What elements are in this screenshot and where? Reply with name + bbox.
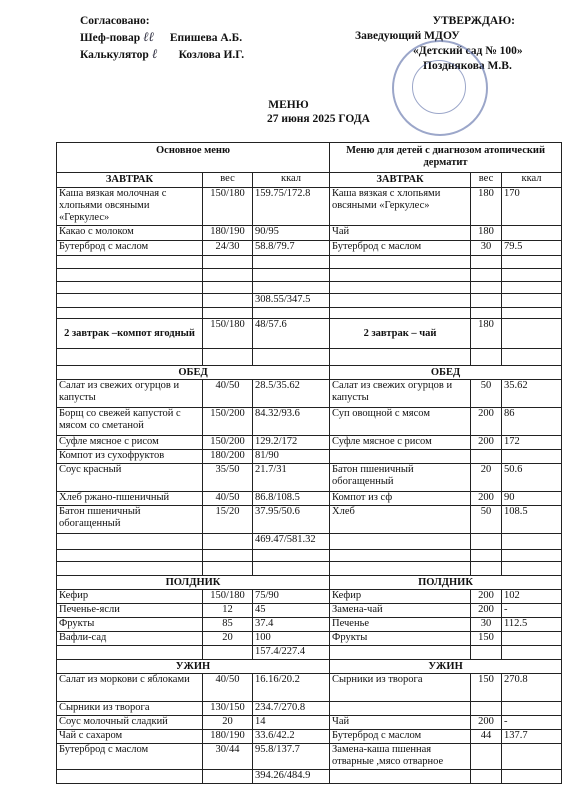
l-kcal-cell: 81/90 xyxy=(253,450,330,464)
r-weight-cell: 44 xyxy=(471,730,502,744)
approver-role: Заведующий МДОУ xyxy=(355,30,460,42)
r-kcal-cell xyxy=(502,308,562,319)
r-dish-cell xyxy=(330,550,471,562)
l-weight-cell: 35/50 xyxy=(203,464,253,492)
l-dish-cell: ОБЕД xyxy=(57,366,330,380)
r-kcal-cell xyxy=(502,226,562,241)
r-weight-cell xyxy=(471,770,502,784)
l-weight-cell: 12 xyxy=(203,604,253,618)
r-weight-cell: 50 xyxy=(471,380,502,408)
l-dish-cell: УЖИН xyxy=(57,660,330,674)
l-weight-cell: 30/44 xyxy=(203,744,253,770)
r-kcal-cell xyxy=(502,702,562,716)
menu-row xyxy=(57,294,562,308)
r-weight-cell: 200 xyxy=(471,604,502,618)
r-dish-cell: Печенье xyxy=(330,618,471,632)
r-weight-cell xyxy=(471,646,502,660)
r-kcal-cell xyxy=(502,770,562,784)
l-kcal-cell xyxy=(253,550,330,562)
alt-menu-title: Меню для детей с диагнозом атопический дерматит xyxy=(330,143,562,173)
r-dish-cell: ЗАВТРАК xyxy=(330,173,471,188)
l-dish-cell: Кефир xyxy=(57,590,203,604)
l-kcal-cell: 37.4 xyxy=(253,618,330,632)
r-kcal-cell xyxy=(502,562,562,576)
r-weight-cell: 200 xyxy=(471,436,502,450)
l-kcal-cell xyxy=(253,562,330,576)
l-kcal-cell: 469.47/581.32 xyxy=(253,534,330,550)
calc-line xyxy=(80,46,244,63)
r-weight-cell: 50 xyxy=(471,506,502,534)
l-kcal-cell: ккал xyxy=(253,173,330,188)
r-weight-cell xyxy=(471,550,502,562)
r-kcal-cell xyxy=(502,319,562,349)
r-weight-cell: 200 xyxy=(471,590,502,604)
l-dish-cell: ПОЛДНИК xyxy=(57,576,330,590)
l-dish-cell: Вафли-сад xyxy=(57,632,203,646)
r-kcal-cell: 270.8 xyxy=(502,674,562,702)
menu-row xyxy=(57,744,562,770)
r-kcal-cell: ккал xyxy=(502,173,562,188)
menu-row xyxy=(57,380,562,408)
menu-row xyxy=(57,492,562,506)
r-dish-cell: Фрукты xyxy=(330,632,471,646)
menu-row xyxy=(57,366,562,380)
l-dish-cell xyxy=(57,534,203,550)
chef-signature-icon: ℓℓ xyxy=(142,29,154,44)
r-dish-cell: Кефир xyxy=(330,590,471,604)
l-weight-cell: вес xyxy=(203,173,253,188)
r-weight-cell: 200 xyxy=(471,408,502,436)
l-dish-cell: Сырники из творога xyxy=(57,702,203,716)
r-weight-cell xyxy=(471,282,502,294)
l-weight-cell: 20 xyxy=(203,632,253,646)
l-dish-cell: ЗАВТРАК xyxy=(57,173,203,188)
l-kcal-cell: 100 xyxy=(253,632,330,646)
l-dish-cell: Батон пшеничный обогащенный xyxy=(57,506,203,534)
menu-row xyxy=(57,436,562,450)
l-dish-cell xyxy=(57,770,203,784)
menu-row xyxy=(57,632,562,646)
l-weight-cell: 180/190 xyxy=(203,730,253,744)
menu-title-block xyxy=(0,98,577,126)
r-kcal-cell xyxy=(502,269,562,282)
l-weight-cell: 15/20 xyxy=(203,506,253,534)
l-dish-cell: Суфле мясное с рисом xyxy=(57,436,203,450)
r-weight-cell: 30 xyxy=(471,618,502,632)
l-weight-cell: 150/180 xyxy=(203,590,253,604)
menu-row xyxy=(57,450,562,464)
l-dish-cell: Бутерброд с маслом xyxy=(57,241,203,256)
l-kcal-cell: 95.8/137.7 xyxy=(253,744,330,770)
l-kcal-cell: 16.16/20.2 xyxy=(253,674,330,702)
menu-row xyxy=(57,408,562,436)
r-kcal-cell: - xyxy=(502,716,562,730)
agreement-block xyxy=(80,14,244,63)
r-kcal-cell xyxy=(502,550,562,562)
menu-row xyxy=(57,674,562,702)
r-dish-cell: 2 завтрак – чай xyxy=(330,319,471,349)
menu-row xyxy=(57,506,562,534)
r-dish-cell: Бутерброд с маслом xyxy=(330,241,471,256)
l-kcal-cell: 129.2/172 xyxy=(253,436,330,450)
r-dish-cell xyxy=(330,256,471,269)
menu-row xyxy=(57,660,562,674)
agreed-title: Согласовано: xyxy=(80,15,150,27)
calc-name: Козлова И.Г. xyxy=(178,49,245,61)
l-dish-cell xyxy=(57,550,203,562)
r-kcal-cell: 102 xyxy=(502,590,562,604)
l-dish-cell: 2 завтрак –компот ягодный xyxy=(57,319,203,349)
l-weight-cell: 85 xyxy=(203,618,253,632)
r-kcal-cell xyxy=(502,349,562,366)
r-weight-cell xyxy=(471,702,502,716)
r-dish-cell: Сырники из творога xyxy=(330,674,471,702)
menu-row xyxy=(57,576,562,590)
chef-label: Шеф-повар xyxy=(80,32,141,44)
l-weight-cell: 40/50 xyxy=(203,380,253,408)
r-dish-cell xyxy=(330,282,471,294)
r-kcal-cell xyxy=(502,282,562,294)
r-weight-cell xyxy=(471,534,502,550)
l-weight-cell xyxy=(203,770,253,784)
l-weight-cell: 150/200 xyxy=(203,436,253,450)
l-dish-cell: Компот из сухофруктов xyxy=(57,450,203,464)
l-kcal-cell xyxy=(253,308,330,319)
l-kcal-cell: 58.8/79.7 xyxy=(253,241,330,256)
l-dish-cell: Соус красный xyxy=(57,464,203,492)
menu-title: МЕНЮ xyxy=(268,99,309,111)
main-menu-title: Основное меню xyxy=(57,143,330,173)
r-weight-cell: 180 xyxy=(471,319,502,349)
l-kcal-cell: 86.8/108.5 xyxy=(253,492,330,506)
l-weight-cell xyxy=(203,269,253,282)
l-weight-cell xyxy=(203,550,253,562)
l-dish-cell xyxy=(57,562,203,576)
calc-signature-icon: ℓ xyxy=(151,46,158,61)
r-kcal-cell xyxy=(502,632,562,646)
menu-row xyxy=(57,550,562,562)
menu-row xyxy=(57,173,562,188)
r-kcal-cell xyxy=(502,646,562,660)
r-kcal-cell: - xyxy=(502,604,562,618)
l-dish-cell: Фрукты xyxy=(57,618,203,632)
r-dish-cell xyxy=(330,269,471,282)
menu-row xyxy=(57,188,562,226)
l-dish-cell: Хлеб ржано-пшеничный xyxy=(57,492,203,506)
r-weight-cell xyxy=(471,450,502,464)
l-weight-cell xyxy=(203,534,253,550)
l-kcal-cell: 48/57.6 xyxy=(253,319,330,349)
r-dish-cell: ОБЕД xyxy=(330,366,562,380)
menu-row xyxy=(57,226,562,241)
l-weight-cell xyxy=(203,646,253,660)
l-dish-cell: Чай с сахаром xyxy=(57,730,203,744)
l-kcal-cell: 37.95/50.6 xyxy=(253,506,330,534)
r-dish-cell xyxy=(330,294,471,308)
r-weight-cell: вес xyxy=(471,173,502,188)
chef-line xyxy=(80,29,244,46)
approver-org: «Детский сад № 100» xyxy=(413,45,523,57)
l-kcal-cell: 394.26/484.9 xyxy=(253,770,330,784)
approve-title: УТВЕРЖДАЮ: xyxy=(432,15,515,27)
r-kcal-cell xyxy=(502,534,562,550)
r-kcal-cell: 90 xyxy=(502,492,562,506)
l-weight-cell xyxy=(203,562,253,576)
r-dish-cell xyxy=(330,349,471,366)
r-weight-cell: 150 xyxy=(471,674,502,702)
menu-row xyxy=(57,319,562,349)
l-weight-cell xyxy=(203,294,253,308)
r-dish-cell xyxy=(330,702,471,716)
l-weight-cell: 180/200 xyxy=(203,450,253,464)
r-kcal-cell: 170 xyxy=(502,188,562,226)
menu-table xyxy=(56,142,562,784)
l-kcal-cell: 14 xyxy=(253,716,330,730)
l-kcal-cell: 33.6/42.2 xyxy=(253,730,330,744)
l-dish-cell: Салат из моркови с яблоками xyxy=(57,674,203,702)
l-weight-cell: 150/180 xyxy=(203,188,253,226)
menu-row xyxy=(57,349,562,366)
l-dish-cell: Салат из свежих огурцов и капусты xyxy=(57,380,203,408)
menu-row xyxy=(57,282,562,294)
l-dish-cell xyxy=(57,294,203,308)
menu-row xyxy=(57,646,562,660)
l-weight-cell: 130/150 xyxy=(203,702,253,716)
menu-row xyxy=(57,534,562,550)
r-weight-cell: 30 xyxy=(471,241,502,256)
r-weight-cell: 20 xyxy=(471,464,502,492)
menu-row xyxy=(57,702,562,716)
l-kcal-cell: 28.5/35.62 xyxy=(253,380,330,408)
menu-row xyxy=(57,770,562,784)
r-kcal-cell: 35.62 xyxy=(502,380,562,408)
l-kcal-cell: 75/90 xyxy=(253,590,330,604)
l-kcal-cell xyxy=(253,349,330,366)
l-dish-cell: Борщ со свежей капустой с мясом со сметаной xyxy=(57,408,203,436)
l-kcal-cell xyxy=(253,282,330,294)
r-dish-cell: Компот из сф xyxy=(330,492,471,506)
r-dish-cell: Чай xyxy=(330,226,471,241)
l-kcal-cell: 21.7/31 xyxy=(253,464,330,492)
chef-name: Епишева А.Б. xyxy=(169,32,243,44)
l-kcal-cell xyxy=(253,256,330,269)
l-weight-cell xyxy=(203,308,253,319)
r-dish-cell: Замена-каша пшенная отварные ,мясо отварное xyxy=(330,744,471,770)
l-weight-cell xyxy=(203,256,253,269)
r-dish-cell: Замена-чай xyxy=(330,604,471,618)
l-weight-cell: 20 xyxy=(203,716,253,730)
r-dish-cell: Хлеб xyxy=(330,506,471,534)
l-kcal-cell: 45 xyxy=(253,604,330,618)
r-kcal-cell xyxy=(502,294,562,308)
r-kcal-cell: 108.5 xyxy=(502,506,562,534)
menu-row xyxy=(57,464,562,492)
r-dish-cell: ПОЛДНИК xyxy=(330,576,562,590)
l-dish-cell: Печенье-ясли xyxy=(57,604,203,618)
r-dish-cell xyxy=(330,534,471,550)
menu-row xyxy=(57,256,562,269)
l-weight-cell xyxy=(203,349,253,366)
r-weight-cell: 200 xyxy=(471,716,502,730)
r-weight-cell: 200 xyxy=(471,492,502,506)
r-kcal-cell: 172 xyxy=(502,436,562,450)
l-dish-cell: Бутерброд с маслом xyxy=(57,744,203,770)
l-dish-cell: Каша вязкая молочная с хлопьями овсяными «Геркулес» xyxy=(57,188,203,226)
l-weight-cell: 24/30 xyxy=(203,241,253,256)
l-weight-cell: 180/190 xyxy=(203,226,253,241)
menu-row xyxy=(57,716,562,730)
r-kcal-cell: 79.5 xyxy=(502,241,562,256)
r-weight-cell: 180 xyxy=(471,226,502,241)
r-dish-cell: Суфле мясное с рисом xyxy=(330,436,471,450)
approver-name: Позднякова М.В. xyxy=(423,60,512,72)
r-kcal-cell: 50.6 xyxy=(502,464,562,492)
menu-row xyxy=(57,241,562,256)
menu-row xyxy=(57,618,562,632)
menu-date: 27 июня 2025 ГОДА xyxy=(266,113,370,125)
calc-label: Калькулятор xyxy=(80,49,149,61)
r-kcal-cell: 137.7 xyxy=(502,730,562,744)
menu-row xyxy=(57,730,562,744)
menu-row xyxy=(57,308,562,319)
r-dish-cell xyxy=(330,646,471,660)
r-weight-cell xyxy=(471,269,502,282)
r-dish-cell: Бутерброд с маслом xyxy=(330,730,471,744)
r-kcal-cell: 86 xyxy=(502,408,562,436)
r-weight-cell xyxy=(471,562,502,576)
r-weight-cell xyxy=(471,744,502,770)
r-weight-cell xyxy=(471,294,502,308)
r-kcal-cell xyxy=(502,256,562,269)
l-dish-cell: Какао с молоком xyxy=(57,226,203,241)
r-kcal-cell xyxy=(502,450,562,464)
r-dish-cell: Суп овощной с мясом xyxy=(330,408,471,436)
r-dish-cell xyxy=(330,450,471,464)
r-kcal-cell: 112.5 xyxy=(502,618,562,632)
r-dish-cell: Каша вязкая с хлопьями овсяными «Геркулес» xyxy=(330,188,471,226)
l-dish-cell: Соус молочный сладкий xyxy=(57,716,203,730)
menu-row xyxy=(57,590,562,604)
l-kcal-cell: 157.4/227.4 xyxy=(253,646,330,660)
l-kcal-cell xyxy=(253,269,330,282)
l-weight-cell: 40/50 xyxy=(203,492,253,506)
l-weight-cell: 150/200 xyxy=(203,408,253,436)
l-weight-cell: 40/50 xyxy=(203,674,253,702)
column-title-row xyxy=(57,143,562,173)
l-dish-cell xyxy=(57,282,203,294)
l-dish-cell xyxy=(57,256,203,269)
l-weight-cell xyxy=(203,282,253,294)
l-kcal-cell: 90/95 xyxy=(253,226,330,241)
l-kcal-cell: 159.75/172.8 xyxy=(253,188,330,226)
l-dish-cell xyxy=(57,349,203,366)
r-dish-cell xyxy=(330,770,471,784)
r-dish-cell xyxy=(330,562,471,576)
r-dish-cell: УЖИН xyxy=(330,660,562,674)
l-dish-cell xyxy=(57,269,203,282)
menu-row xyxy=(57,269,562,282)
r-weight-cell xyxy=(471,308,502,319)
r-kcal-cell xyxy=(502,744,562,770)
r-dish-cell xyxy=(330,308,471,319)
r-dish-cell: Батон пшеничный обогащенный xyxy=(330,464,471,492)
menu-row xyxy=(57,604,562,618)
l-kcal-cell: 234.7/270.8 xyxy=(253,702,330,716)
l-weight-cell: 150/180 xyxy=(203,319,253,349)
r-weight-cell xyxy=(471,349,502,366)
r-dish-cell: Салат из свежих огурцов и капусты xyxy=(330,380,471,408)
l-dish-cell xyxy=(57,308,203,319)
menu-row xyxy=(57,562,562,576)
l-kcal-cell: 308.55/347.5 xyxy=(253,294,330,308)
r-dish-cell: Чай xyxy=(330,716,471,730)
r-weight-cell: 150 xyxy=(471,632,502,646)
l-dish-cell xyxy=(57,646,203,660)
l-kcal-cell: 84.32/93.6 xyxy=(253,408,330,436)
r-weight-cell xyxy=(471,256,502,269)
r-weight-cell: 180 xyxy=(471,188,502,226)
